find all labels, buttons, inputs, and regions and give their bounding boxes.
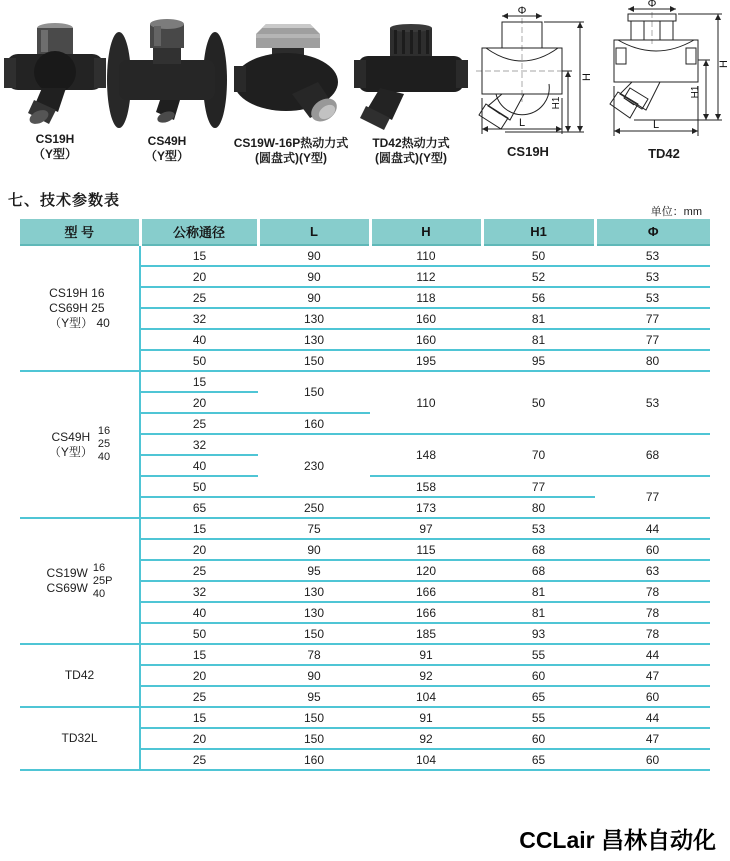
param-cell: 53 bbox=[595, 245, 710, 266]
param-cell: 91 bbox=[370, 644, 482, 665]
param-cell: 81 bbox=[482, 602, 595, 623]
param-cell: 150 bbox=[258, 707, 370, 728]
product-label bbox=[106, 134, 228, 164]
param-cell: 81 bbox=[482, 581, 595, 602]
dim-label-h: H bbox=[718, 60, 730, 68]
product-label bbox=[230, 136, 352, 166]
param-cell: 110 bbox=[370, 245, 482, 266]
table-row bbox=[20, 518, 710, 539]
param-cell: 55 bbox=[482, 707, 595, 728]
param-cell: 60 bbox=[595, 749, 710, 770]
valve-photo-icon bbox=[106, 14, 228, 132]
column-header-h: H bbox=[370, 219, 482, 245]
param-cell: 77 bbox=[595, 476, 710, 518]
param-cell: 160 bbox=[370, 308, 482, 329]
param-cell: 15 bbox=[140, 644, 258, 665]
column-header-phi: Φ bbox=[595, 219, 710, 245]
param-cell: 44 bbox=[595, 707, 710, 728]
section-heading: 七、技术参数表 bbox=[8, 192, 121, 209]
param-cell: 68 bbox=[482, 539, 595, 560]
column-header-l: L bbox=[258, 219, 370, 245]
param-cell: 78 bbox=[595, 581, 710, 602]
param-cell: 97 bbox=[370, 518, 482, 539]
param-cell: 91 bbox=[370, 707, 482, 728]
param-cell: 53 bbox=[595, 371, 710, 434]
param-cell: 150 bbox=[258, 623, 370, 644]
param-cell: 44 bbox=[595, 518, 710, 539]
param-cell: 65 bbox=[140, 497, 258, 518]
param-cell: 90 bbox=[258, 539, 370, 560]
product-photo-cs19h bbox=[4, 20, 106, 162]
param-cell: 47 bbox=[595, 728, 710, 749]
table-row bbox=[20, 245, 710, 266]
param-cell: 56 bbox=[482, 287, 595, 308]
param-cell: 81 bbox=[482, 329, 595, 350]
param-cell: 32 bbox=[140, 308, 258, 329]
param-cell: 95 bbox=[258, 686, 370, 707]
param-cell: 15 bbox=[140, 245, 258, 266]
product-label-line: TD42热动力式 bbox=[372, 136, 450, 150]
param-cell: 130 bbox=[258, 329, 370, 350]
param-cell: 78 bbox=[595, 602, 710, 623]
param-cell: 230 bbox=[258, 434, 370, 497]
param-cell: 160 bbox=[370, 329, 482, 350]
param-cell: 53 bbox=[595, 266, 710, 287]
param-cell: 160 bbox=[258, 749, 370, 770]
param-cell: 50 bbox=[140, 476, 258, 497]
param-cell: 32 bbox=[140, 581, 258, 602]
param-cell: 25 bbox=[140, 413, 258, 434]
param-cell: 20 bbox=[140, 728, 258, 749]
model-cell: CS19W CS69W 16 25P 40 bbox=[20, 518, 140, 644]
param-cell: 60 bbox=[482, 665, 595, 686]
param-cell: 130 bbox=[258, 308, 370, 329]
unit-note: 单位：mm bbox=[650, 206, 702, 218]
dimension-drawing-td42 bbox=[598, 0, 730, 161]
param-cell: 81 bbox=[482, 308, 595, 329]
valve-photo-icon bbox=[352, 22, 470, 134]
param-cell: 40 bbox=[140, 329, 258, 350]
param-cell: 92 bbox=[370, 728, 482, 749]
brand-watermark: CCLair 昌林自动化 bbox=[519, 827, 716, 853]
column-header-h1: H1 bbox=[482, 219, 595, 245]
dim-label-h: H bbox=[581, 73, 593, 81]
param-cell: 80 bbox=[482, 497, 595, 518]
param-cell: 25 bbox=[140, 749, 258, 770]
param-cell: 65 bbox=[482, 749, 595, 770]
param-cell: 80 bbox=[595, 350, 710, 371]
drawing-label: TD42 bbox=[648, 146, 680, 161]
param-cell: 90 bbox=[258, 266, 370, 287]
param-cell: 53 bbox=[482, 518, 595, 539]
param-cell: 53 bbox=[595, 287, 710, 308]
params-table-body bbox=[20, 245, 710, 770]
table-header-row bbox=[20, 219, 710, 245]
param-cell: 50 bbox=[140, 350, 258, 371]
dim-label-phi: Φ bbox=[517, 6, 527, 17]
param-cell: 68 bbox=[482, 560, 595, 581]
param-cell: 90 bbox=[258, 665, 370, 686]
param-cell: 20 bbox=[140, 392, 258, 413]
param-cell: 40 bbox=[140, 455, 258, 476]
param-cell: 118 bbox=[370, 287, 482, 308]
param-cell: 120 bbox=[370, 560, 482, 581]
param-cell: 95 bbox=[482, 350, 595, 371]
param-cell: 52 bbox=[482, 266, 595, 287]
param-cell: 68 bbox=[595, 434, 710, 476]
param-cell: 32 bbox=[140, 434, 258, 455]
param-cell: 130 bbox=[258, 602, 370, 623]
param-cell: 63 bbox=[595, 560, 710, 581]
column-header-dn: 公称通径 bbox=[140, 219, 258, 245]
param-cell: 60 bbox=[482, 728, 595, 749]
param-cell: 195 bbox=[370, 350, 482, 371]
product-label bbox=[352, 136, 470, 166]
param-cell: 112 bbox=[370, 266, 482, 287]
param-cell: 60 bbox=[595, 686, 710, 707]
product-label-line: CS49H bbox=[147, 134, 187, 148]
param-cell: 65 bbox=[482, 686, 595, 707]
param-cell: 15 bbox=[140, 371, 258, 392]
param-cell: 77 bbox=[482, 476, 595, 497]
param-cell: 130 bbox=[258, 581, 370, 602]
model-cell: TD42 bbox=[20, 644, 140, 707]
dimension-drawing-cs19h bbox=[460, 6, 596, 159]
dim-label-h1: H1 bbox=[690, 85, 701, 99]
param-cell: 78 bbox=[595, 623, 710, 644]
param-cell: 250 bbox=[258, 497, 370, 518]
param-cell: 104 bbox=[370, 686, 482, 707]
valve-drawing-icon bbox=[460, 6, 596, 140]
param-cell: 47 bbox=[595, 665, 710, 686]
param-cell: 158 bbox=[370, 476, 482, 497]
param-cell: 50 bbox=[482, 371, 595, 434]
valve-photo-icon bbox=[230, 22, 352, 134]
product-label-line: （Y型） bbox=[32, 147, 77, 161]
param-cell: 150 bbox=[258, 728, 370, 749]
dim-label-l: L bbox=[652, 119, 660, 131]
param-cell: 166 bbox=[370, 602, 482, 623]
param-cell: 25 bbox=[140, 287, 258, 308]
param-cell: 166 bbox=[370, 581, 482, 602]
product-photo-cs49h bbox=[106, 14, 228, 164]
dim-label-phi: Φ bbox=[647, 0, 657, 10]
param-cell: 50 bbox=[482, 245, 595, 266]
model-cell: CS49H （Y型） 16 25 40 bbox=[20, 371, 140, 518]
param-cell: 20 bbox=[140, 539, 258, 560]
param-cell: 78 bbox=[258, 644, 370, 665]
param-cell: 15 bbox=[140, 518, 258, 539]
param-cell: 148 bbox=[370, 434, 482, 476]
product-label-line: (圆盘式)(Y型) bbox=[375, 151, 447, 165]
valve-drawing-icon bbox=[598, 0, 730, 142]
param-cell: 25 bbox=[140, 686, 258, 707]
param-cell: 75 bbox=[258, 518, 370, 539]
param-cell: 44 bbox=[595, 644, 710, 665]
param-cell: 104 bbox=[370, 749, 482, 770]
param-cell: 110 bbox=[370, 371, 482, 434]
param-cell: 77 bbox=[595, 329, 710, 350]
param-cell: 90 bbox=[258, 245, 370, 266]
product-label-line: （Y型） bbox=[144, 149, 189, 163]
param-cell: 15 bbox=[140, 707, 258, 728]
param-cell: 55 bbox=[482, 644, 595, 665]
table-row bbox=[20, 707, 710, 728]
param-cell: 150 bbox=[258, 350, 370, 371]
param-cell: 150 bbox=[258, 371, 370, 413]
column-header-model: 型 号 bbox=[20, 219, 140, 245]
param-cell: 92 bbox=[370, 665, 482, 686]
table-row bbox=[20, 371, 710, 392]
param-cell: 95 bbox=[258, 560, 370, 581]
param-cell: 93 bbox=[482, 623, 595, 644]
param-cell: 40 bbox=[140, 602, 258, 623]
param-cell: 90 bbox=[258, 287, 370, 308]
product-photo-cs19w bbox=[230, 22, 352, 166]
param-cell: 160 bbox=[258, 413, 370, 434]
product-label bbox=[4, 132, 106, 162]
model-cell: TD32L bbox=[20, 707, 140, 770]
params-table bbox=[20, 219, 710, 771]
product-photo-td42 bbox=[352, 22, 470, 166]
param-cell: 185 bbox=[370, 623, 482, 644]
dim-label-l: L bbox=[518, 117, 526, 129]
product-label-line: (圆盘式)(Y型) bbox=[255, 151, 327, 165]
product-label-line: CS19H bbox=[35, 132, 75, 146]
param-cell: 50 bbox=[140, 623, 258, 644]
param-cell: 115 bbox=[370, 539, 482, 560]
model-cell: CS19H 16 CS69H 25 （Y型） 40 bbox=[20, 245, 140, 371]
param-cell: 20 bbox=[140, 266, 258, 287]
valve-photo-icon bbox=[4, 20, 106, 130]
param-cell: 20 bbox=[140, 665, 258, 686]
param-cell: 173 bbox=[370, 497, 482, 518]
drawing-label: CS19H bbox=[507, 144, 549, 159]
param-cell: 25 bbox=[140, 560, 258, 581]
product-label-line: CS19W-16P热动力式 bbox=[233, 136, 349, 150]
param-cell: 60 bbox=[595, 539, 710, 560]
dim-label-h1: H1 bbox=[551, 96, 562, 110]
param-cell: 70 bbox=[482, 434, 595, 476]
param-cell: 77 bbox=[595, 308, 710, 329]
table-row bbox=[20, 644, 710, 665]
